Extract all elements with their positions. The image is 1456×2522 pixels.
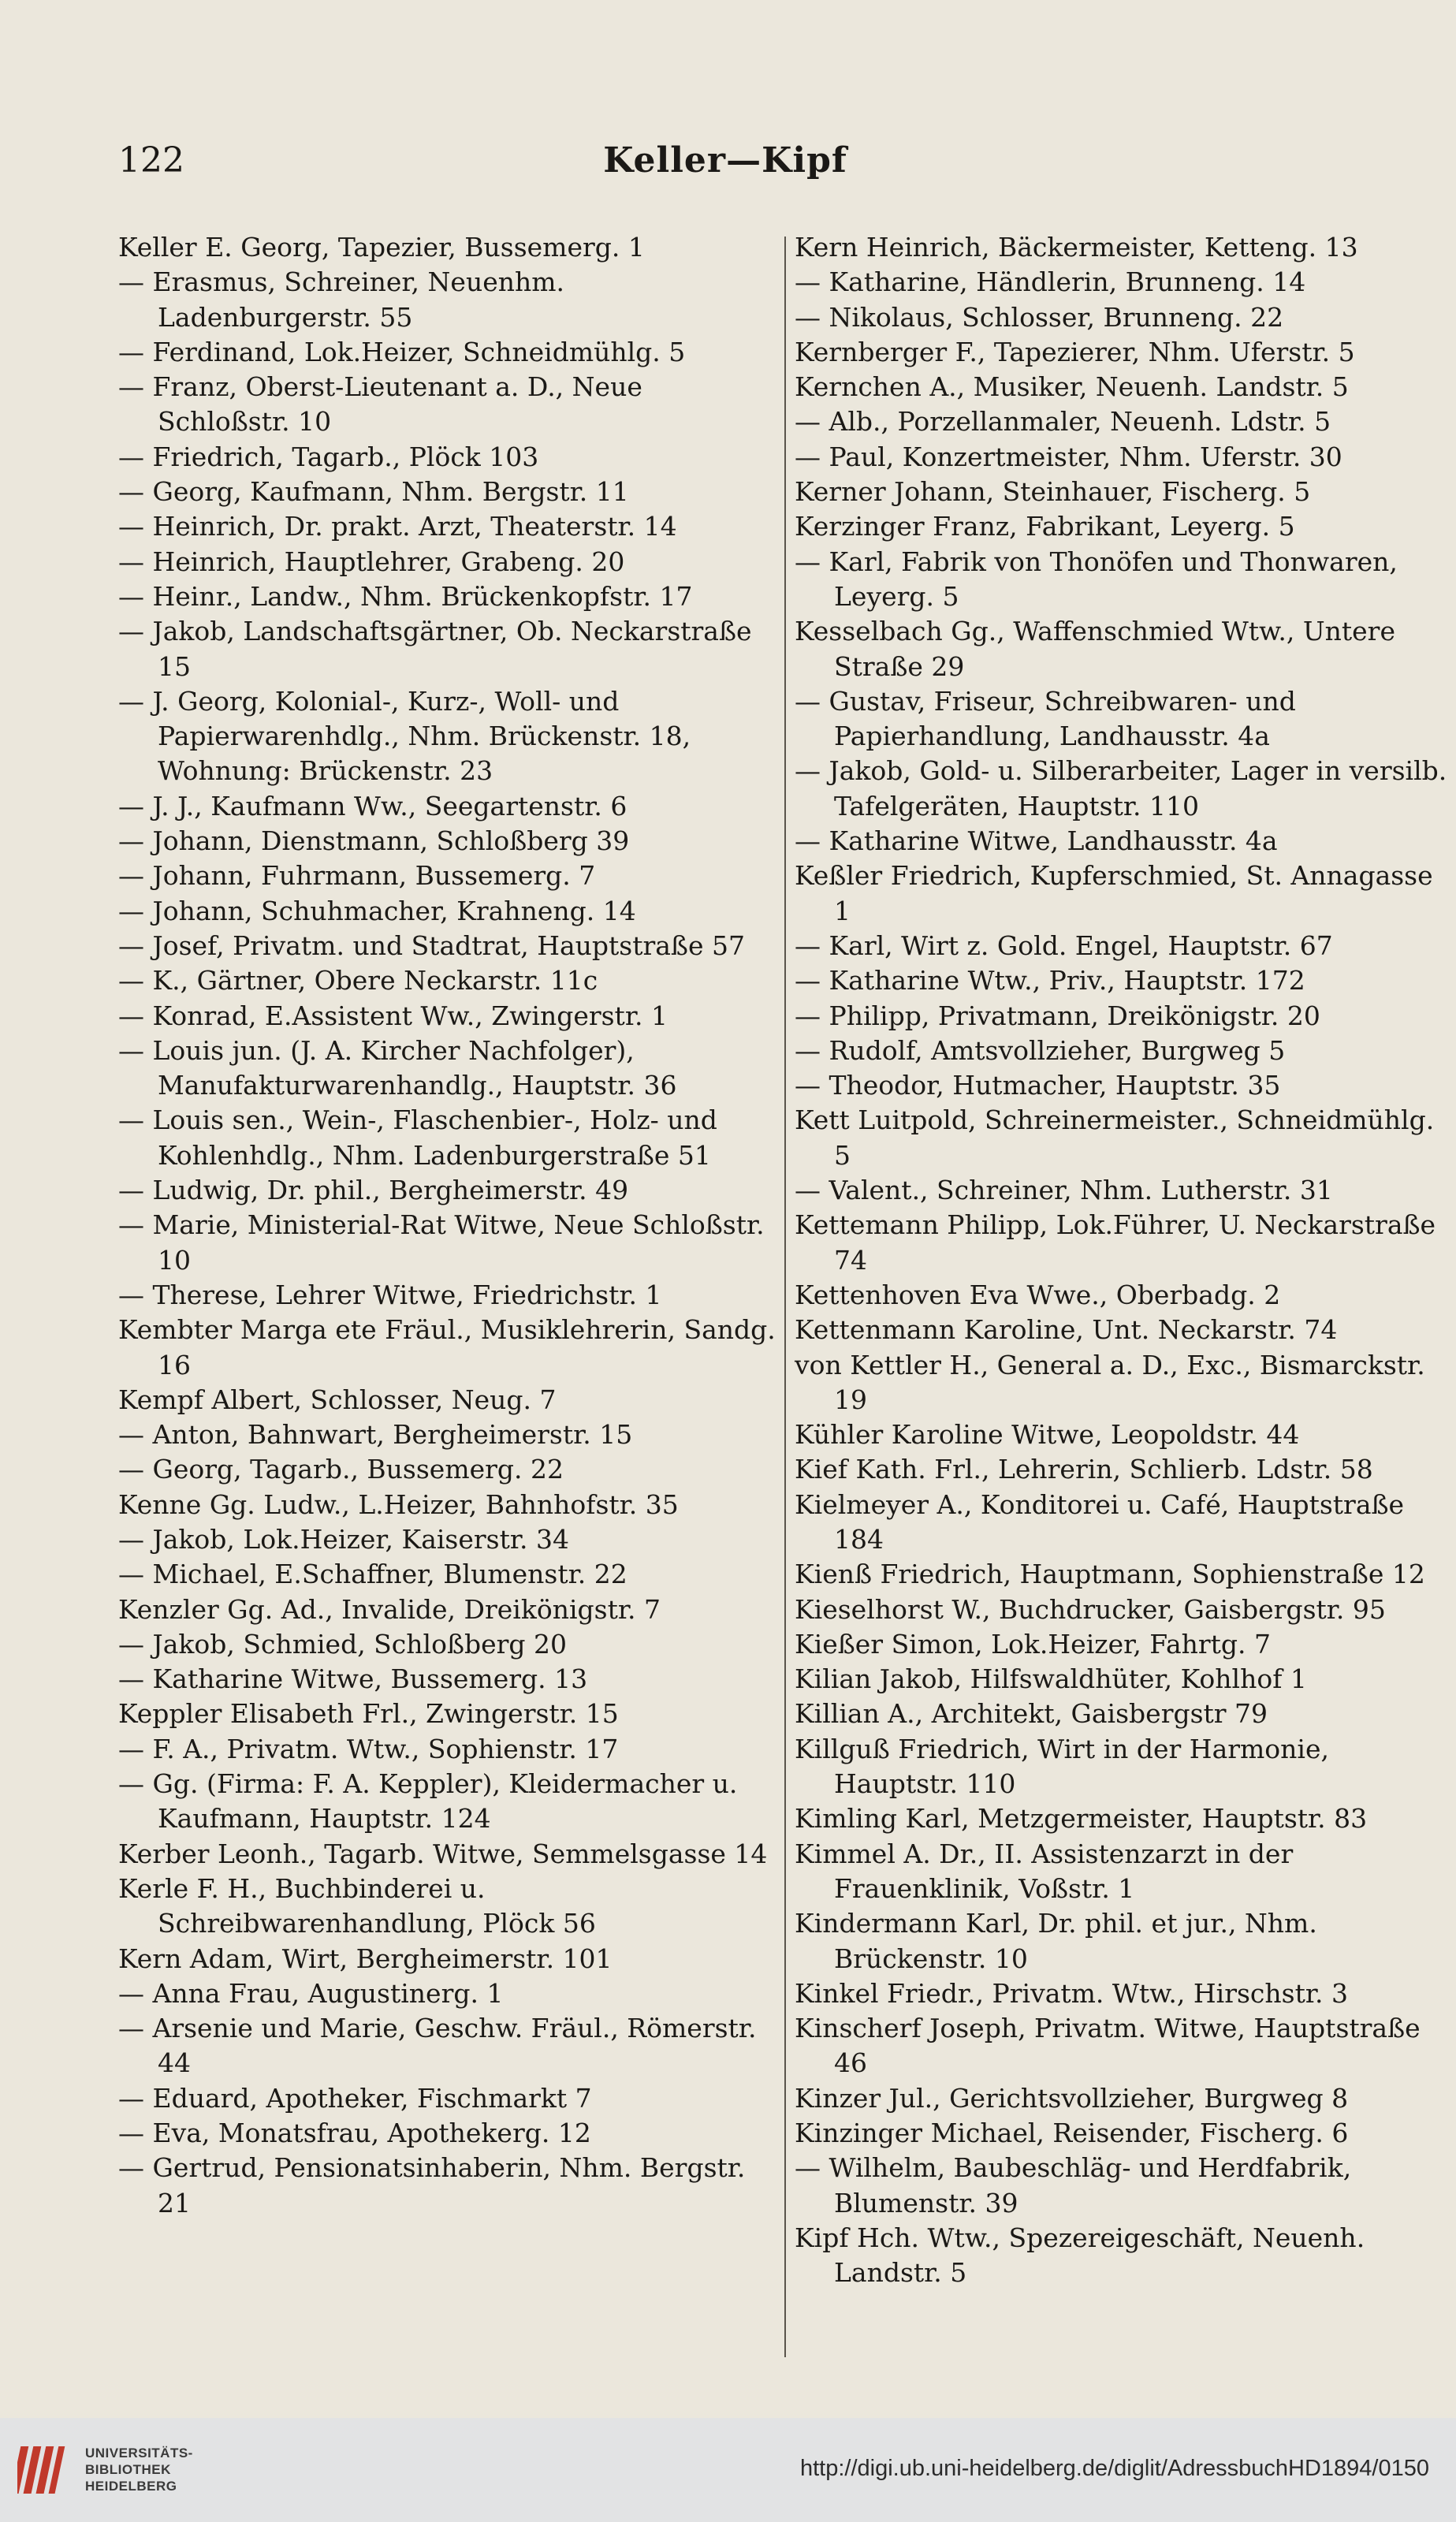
directory-entry: — Katharine Witwe, Landhausstr. 4a	[795, 825, 1278, 857]
directory-entry: von Kettler H., General a. D., Exc., Bismarckstr. 19	[795, 1349, 1425, 1415]
directory-entry: — Johann, Schuhmacher, Krahneng. 14	[118, 895, 636, 926]
directory-entry: — Gertrud, Pensionatsinhaberin, Nhm. Bergstr. 21	[118, 2152, 746, 2218]
directory-entry: Kerzinger Franz, Fabrikant, Leyerg. 5	[795, 511, 1295, 542]
column-divider	[784, 237, 786, 2357]
directory-entry: Kett Luitpold, Schreinermeister., Schneidmühlg. 5	[795, 1105, 1435, 1171]
running-head: Keller—Kipf	[603, 140, 847, 181]
directory-entry: Kindermann Karl, Dr. phil. et jur., Nhm. Brückenstr. 10	[795, 1908, 1317, 1974]
directory-entry: — Therese, Lehrer Witwe, Friedrichstr. 1	[118, 1279, 662, 1310]
directory-entry: Kern Adam, Wirt, Bergheimerstr. 101	[118, 1943, 613, 1974]
directory-entry: Kinzer Jul., Gerichtsvollzieher, Burgweg 8	[795, 2082, 1349, 2114]
directory-entry: Kempf Albert, Schlosser, Neug. 7	[118, 1384, 557, 1415]
source-url-link[interactable]: http://digi.ub.uni-heidelberg.de/diglit/AdressbuchHD1894/0150	[799, 2456, 1429, 2481]
library-line: HEIDELBERG	[85, 2479, 177, 2494]
directory-entry: — Erasmus, Schreiner, Neuenhm. Ladenburgerstr. 55	[118, 266, 565, 333]
directory-entry: Kießer Simon, Lok.Heizer, Fahrtg. 7	[795, 1628, 1272, 1660]
directory-entry: Kerner Johann, Steinhauer, Fischerg. 5	[795, 476, 1311, 508]
directory-entry: — Georg, Tagarb., Bussemerg. 22	[118, 1454, 564, 1485]
footer-bar	[0, 2418, 1456, 2522]
directory-entry: — F. A., Privatm. Wtw., Sophienstr. 17	[118, 1733, 619, 1764]
library-name	[85, 2445, 193, 2494]
directory-entry: — Johann, Dienstmann, Schloßberg 39	[118, 825, 630, 857]
directory-entry: — Johann, Fuhrmann, Bussemerg. 7	[118, 860, 596, 892]
directory-entry: Kettenhoven Eva Wwe., Oberbadg. 2	[795, 1279, 1281, 1310]
directory-entry: — Jakob, Landschaftsgärtner, Ob. Neckarstraße 15	[118, 616, 752, 682]
directory-entry: Kimling Karl, Metzgermeister, Hauptstr. 83	[795, 1803, 1368, 1835]
library-line: UNIVERSITÄTS-	[85, 2446, 193, 2461]
directory-entry: — Gustav, Friseur, Schreibwaren- und Papierhandlung, Landhausstr. 4a	[795, 685, 1296, 752]
directory-entry: — Heinrich, Hauptlehrer, Grabeng. 20	[118, 546, 625, 577]
page-header	[118, 140, 1332, 188]
directory-entry: Kernchen A., Musiker, Neuenh. Landstr. 5	[795, 371, 1349, 403]
directory-entry: Kühler Karoline Witwe, Leopoldstr. 44	[795, 1419, 1300, 1451]
directory-entry: Kielmeyer A., Konditorei u. Café, Hauptstraße 184	[795, 1488, 1405, 1555]
directory-entry: Kettenmann Karoline, Unt. Neckarstr. 74	[795, 1314, 1338, 1346]
directory-entry: Kernberger F., Tapezierer, Nhm. Uferstr. 5	[795, 336, 1355, 367]
directory-entry: — Louis jun. (J. A. Kircher Nachfolger), Manufakturwarenhandlg., Hauptstr. 36	[118, 1034, 677, 1101]
directory-entry: Keller E. Georg, Tapezier, Bussemerg. 1	[118, 232, 645, 263]
directory-entry: — Jakob, Gold- u. Silberarbeiter, Lager in versilb. Tafelgeräten, Hauptstr. 110	[795, 755, 1447, 821]
directory-entry: — Konrad, E.Assistent Ww., Zwingerstr. 1	[118, 1000, 668, 1031]
directory-entry: — Rudolf, Amtsvollzieher, Burgweg 5	[795, 1034, 1286, 1066]
directory-entry: Keßler Friedrich, Kupferschmied, St. Annagasse 1	[795, 860, 1433, 926]
left-column	[118, 230, 780, 2221]
directory-entry: — Louis sen., Wein-, Flaschenbier-, Holz- und Kohlenhdlg., Nhm. Ladenburgerstraße 51	[118, 1105, 717, 1171]
directory-entry: Kerle F. H., Buchbinderei u. Schreibwarenhandlung, Plöck 56	[118, 1872, 596, 1939]
directory-entry: — Katharine, Händlerin, Brunneng. 14	[795, 266, 1306, 298]
directory-entry: — Eva, Monatsfrau, Apothekerg. 12	[118, 2118, 591, 2149]
directory-entry: — Karl, Fabrik von Thonöfen und Thonwaren, Leyerg. 5	[795, 546, 1398, 612]
directory-entry: — Nikolaus, Schlosser, Brunneng. 22	[795, 301, 1284, 333]
directory-entry: Kenzler Gg. Ad., Invalide, Dreikönigstr. 7	[118, 1593, 661, 1625]
directory-entry: — Eduard, Apotheker, Fischmarkt 7	[118, 2082, 592, 2114]
university-library-logo-icon	[17, 2440, 73, 2500]
directory-entry: Kenne Gg. Ludw., L.Heizer, Bahnhofstr. 35	[118, 1488, 679, 1520]
directory-entry: Kief Kath. Frl., Lehrerin, Schlierb. Ldstr. 58	[795, 1454, 1373, 1485]
directory-entry: — Marie, Ministerial-Rat Witwe, Neue Schloßstr. 10	[118, 1209, 765, 1276]
directory-entry: — Karl, Wirt z. Gold. Engel, Hauptstr. 67	[795, 929, 1333, 961]
directory-entry: — Valent., Schreiner, Nhm. Lutherstr. 31	[795, 1175, 1333, 1206]
directory-entry: Kienß Friedrich, Hauptmann, Sophienstraße 12	[795, 1559, 1425, 1590]
directory-entry: Kern Heinrich, Bäckermeister, Ketteng. 13	[795, 232, 1358, 263]
directory-entry: — Paul, Konzertmeister, Nhm. Uferstr. 30	[795, 441, 1342, 472]
directory-entry: Keppler Elisabeth Frl., Zwingerstr. 15	[118, 1698, 619, 1730]
directory-entry: — Arsenie und Marie, Geschw. Fräul., Römerstr. 44	[118, 2013, 757, 2079]
directory-entry: — Franz, Oberst-Lieutenant a. D., Neue Schloßstr. 10	[118, 371, 642, 438]
directory-entry: Kinzinger Michael, Reisender, Fischerg. 6	[795, 2118, 1349, 2149]
directory-entry: — J. Georg, Kolonial-, Kurz-, Woll- und Papierwarenhdlg., Nhm. Brückenstr. 18, Wohnung: Brückenstr. 23	[118, 685, 691, 787]
directory-entry: — Katharine Witwe, Bussemerg. 13	[118, 1663, 588, 1695]
directory-entry: — K., Gärtner, Obere Neckarstr. 11c	[118, 965, 598, 997]
directory-entry: — Theodor, Hutmacher, Hauptstr. 35	[795, 1070, 1281, 1101]
directory-entry: — Ferdinand, Lok.Heizer, Schneidmühlg. 5	[118, 336, 686, 367]
page-number: 122	[118, 140, 184, 181]
right-column	[795, 230, 1456, 2291]
directory-entry: — Wilhelm, Baubeschläg- und Herdfabrik, Blumenstr. 39	[795, 2152, 1352, 2218]
directory-entry: — Philipp, Privatmann, Dreikönigstr. 20	[795, 1000, 1320, 1031]
directory-entry: Killian A., Architekt, Gaisbergstr 79	[795, 1698, 1268, 1730]
directory-entry: — Katharine Wtw., Priv., Hauptstr. 172	[795, 965, 1305, 997]
directory-entry: Killguß Friedrich, Wirt in der Harmonie, Hauptstr. 110	[795, 1733, 1329, 1800]
directory-entry: — Alb., Porzellanmaler, Neuenh. Ldstr. 5	[795, 406, 1331, 438]
directory-entry: — Heinr., Landw., Nhm. Brückenkopfstr. 17	[118, 580, 693, 612]
directory-entry: — Anna Frau, Augustinerg. 1	[118, 1977, 504, 2009]
directory-entry: — Jakob, Lok.Heizer, Kaiserstr. 34	[118, 1523, 569, 1555]
directory-entry: Kipf Hch. Wtw., Spezereigeschäft, Neuenh. Landstr. 5	[795, 2222, 1365, 2289]
directory-entry: Kettemann Philipp, Lok.Führer, U. Neckarstraße 74	[795, 1209, 1436, 1276]
directory-entry: Kilian Jakob, Hilfswaldhüter, Kohlhof 1	[795, 1663, 1307, 1695]
directory-entry: Kinkel Friedr., Privatm. Wtw., Hirschstr. 3	[795, 1977, 1348, 2009]
directory-entry: Kesselbach Gg., Waffenschmied Wtw., Untere Straße 29	[795, 616, 1395, 682]
directory-entry: — Michael, E.Schaffner, Blumenstr. 22	[118, 1559, 627, 1590]
directory-entry: — Friedrich, Tagarb., Plöck 103	[118, 441, 539, 472]
directory-entry: Kieselhorst W., Buchdrucker, Gaisbergstr. 95	[795, 1593, 1386, 1625]
directory-entry: Kimmel A. Dr., II. Assistenzarzt in der Frauenklinik, Voßstr. 1	[795, 1838, 1294, 1904]
directory-entry: Kembter Marga ete Fräul., Musiklehrerin, Sandg. 16	[118, 1314, 776, 1380]
directory-entry: Kinscherf Joseph, Privatm. Witwe, Hauptstraße 46	[795, 2013, 1421, 2079]
library-line: BIBLIOTHEK	[85, 2462, 171, 2477]
directory-entry: — Georg, Kaufmann, Nhm. Bergstr. 11	[118, 476, 629, 508]
directory-entry: — Gg. (Firma: F. A. Keppler), Kleidermacher u. Kaufmann, Hauptstr. 124	[118, 1768, 738, 1835]
directory-entry: — J. J., Kaufmann Ww., Seegartenstr. 6	[118, 790, 627, 821]
directory-entry: — Anton, Bahnwart, Bergheimerstr. 15	[118, 1419, 633, 1451]
directory-entry: — Josef, Privatm. und Stadtrat, Hauptstraße 57	[118, 929, 745, 961]
directory-entry: — Heinrich, Dr. prakt. Arzt, Theaterstr. 14	[118, 511, 677, 542]
directory-entry: Kerber Leonh., Tagarb. Witwe, Semmelsgasse 14	[118, 1838, 768, 1869]
directory-entry: — Ludwig, Dr. phil., Bergheimerstr. 49	[118, 1175, 629, 1206]
directory-entry: — Jakob, Schmied, Schloßberg 20	[118, 1628, 568, 1660]
